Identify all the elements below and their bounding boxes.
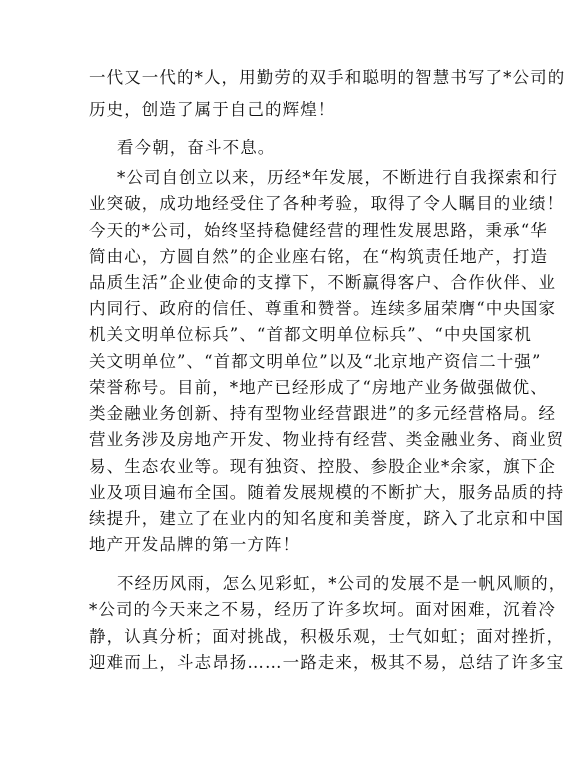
text-line: 内同行、政府的信任、尊重和赞誉。连续多届荣膺“中央国家	[89, 299, 557, 318]
text-line: 荣誉称号。目前，*地产已经形成了“房地产业务做强做优、	[89, 378, 548, 397]
text-line: 续提升，建立了在业内的知名度和美誉度，跻入了北京和中国	[89, 509, 565, 528]
text-line: 今天的*公司，始终坚持稳健经营的理性发展思路，秉承“华	[89, 221, 548, 240]
text-line: 历史，创造了属于自己的辉煌！	[89, 100, 336, 119]
text-line: 机关文明单位标兵”、“首都文明单位标兵”、“中央国家机	[89, 325, 532, 344]
text-line: *公司自创立以来，历经*年发展，不断进行自我探索和行	[117, 168, 559, 187]
text-line: 不经历风雨，怎么见彩虹，*公司的发展不是一帆风顺的，	[117, 574, 567, 593]
text-line: 地产开发品牌的第一方阵！	[89, 535, 301, 554]
text-line: 品质生活”企业使命的支撑下，不断赢得客户、合作伙伴、业	[89, 273, 557, 292]
text-line: 业突破，成功地经受住了各种考验，取得了令人瞩目的业绩！	[89, 194, 565, 213]
text-line: 业及项目遍布全国。随着发展规模的不断扩大，服务品质的持	[89, 483, 565, 502]
text-line: 类金融业务创新、持有型物业经营跟进”的多元经营格局。经	[89, 404, 557, 423]
text-line: 一代又一代的*人，用勤劳的双手和聪明的智慧书写了*公司的	[89, 68, 566, 87]
text-line: 简由心，方圆自然”的企业座右铭，在“构筑责任地产，打造	[89, 247, 549, 266]
text-line: 静，认真分析；面对挑战，积极乐观，士气如虹；面对挫折，	[89, 627, 565, 646]
text-line: *公司的今天来之不易，经历了许多坎坷。面对困难，沉着冷	[89, 600, 556, 619]
text-line: 易、生态农业等。现有独资、控股、参股企业*余家，旗下企	[89, 457, 556, 476]
text-line: 看今朝，奋斗不息。	[117, 138, 276, 157]
text-line: 营业务涉及房地产开发、物业持有经营、类金融业务、商业贸	[89, 430, 565, 449]
text-line: 迎难而上，斗志昂扬……一路走来，极其不易，总结了许多宝	[89, 653, 565, 672]
text-line: 关文明单位”、“首都文明单位”以及“北京地产资信二十强”	[89, 352, 542, 371]
